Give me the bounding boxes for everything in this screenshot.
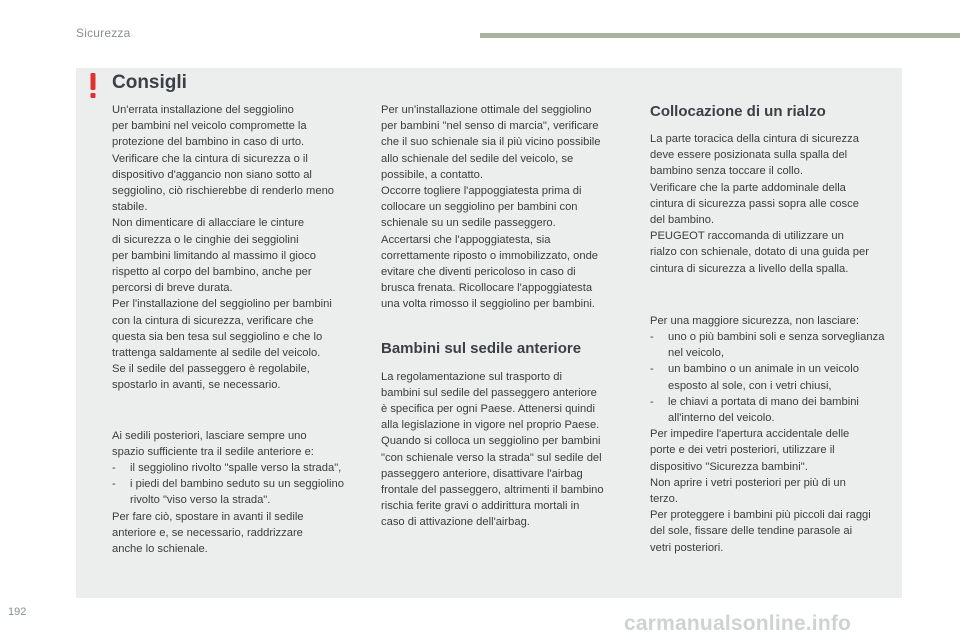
list-item-text: un bambino o un animale in un veicolo esposto al sole, con i vetri chiusi, (668, 363, 859, 392)
text-line: Per una maggiore sicurezza, non lasciare: (650, 314, 859, 327)
text-line: Non dimenticare di allacciare le cinture (112, 217, 305, 230)
text-line: Per l'installazione del seggiolino per bambini (112, 298, 332, 311)
text-line: passeggero anteriore, disattivare l'airbag (381, 467, 583, 480)
text-line: allo schienale del sedile del veicolo, se (381, 152, 574, 165)
text-line: cintura di sicurezza a livello della spalla. (650, 262, 849, 275)
text-line: Se il sedile del passeggero è regolabile, (112, 363, 310, 376)
col1-rear-seats-intro (112, 428, 362, 460)
column-right (650, 102, 896, 556)
text-line: Per fare ciò, spostare in avanti il sedile (112, 510, 304, 523)
text-line: per bambini "nel senso di marcia", verificare (381, 120, 599, 133)
list-item-text: i piedi del bambino seduto su un seggiolino rivolto "viso verso la strada". (130, 478, 344, 507)
column-middle (381, 102, 631, 531)
header-rule (480, 33, 960, 38)
text-line: terzo. (650, 493, 678, 506)
column-left (112, 102, 362, 557)
text-line: Ai sedili posteriori, lasciare sempre uno (112, 429, 307, 442)
text-line: caso di attivazione dell'airbag. (381, 516, 530, 529)
text-line: di sicurezza o le cinghie dei seggiolini (112, 233, 299, 246)
text-line: evitare che diventi pericoloso in caso di (381, 266, 576, 279)
text-line: Per un'installazione ottimale del seggiolino (381, 104, 592, 116)
text-line: protezione del bambino in caso di urto. (112, 136, 305, 149)
text-line: percorsi di breve durata. (112, 282, 233, 295)
col2-paragraph (381, 102, 631, 313)
text-line: brusca frenata. Ricollocare l'appoggiatesta (381, 282, 593, 295)
text-line: porte e dei vetri posteriori, utilizzare il (650, 444, 835, 457)
col3-booster-paragraph (650, 131, 896, 277)
text-line: frontale del passeggero, altrimenti il bambino (381, 484, 604, 497)
text-line: anche lo schienale. (112, 543, 208, 556)
text-line: rispetto al corpo del bambino, anche per (112, 266, 312, 279)
list-item-text: le chiavi a portata di mano dei bambini all'interno del veicolo. (668, 395, 859, 425)
text-line: trattenga saldamente al sedile del veicolo. (112, 347, 321, 360)
text-line: del sole, fissare delle tendine parasole ai (650, 525, 853, 538)
text-line: alla legislazione in vigore nel proprio Paese. (381, 419, 600, 432)
text-line: La regolamentazione sul trasporto di (381, 370, 562, 383)
text-line: bambini sul sedile del passeggero anteriore (381, 386, 597, 399)
watermark-text: carmanualsonline.info (624, 612, 852, 635)
col3-safety-intro (650, 313, 896, 329)
text-line: spazio sufficiente tra il sedile anteriore e: (112, 445, 314, 458)
text-line: stabile. (112, 201, 148, 214)
text-line: per bambini limitando al massimo il gioco (112, 249, 316, 262)
text-line: possibile, a contatto. (381, 168, 483, 181)
dash-bullet: - (112, 462, 116, 475)
text-line: correttamente riposto o immobilizzato, onde (381, 249, 599, 262)
list-item (112, 476, 362, 508)
warning-exclamation-icon (86, 71, 100, 99)
text-line: Un'errata installazione del seggiolino (112, 104, 294, 116)
text-line: Verificare che la parte addominale della (650, 181, 846, 194)
text-line: Accertarsi che l'appoggiatesta, sia (381, 233, 551, 246)
text-line: è specifica per ogni Paese. Attenersi quindi (381, 403, 595, 416)
col1-rear-seats-outro (112, 509, 362, 558)
text-line: che il suo schienale sia il più vicino possibile (381, 136, 601, 149)
dash-bullet: - (650, 363, 654, 376)
text-line: Quando si colloca un seggiolino per bambini (381, 435, 601, 448)
text-line: rischia ferite gravi o addirittura mortali in (381, 500, 580, 513)
text-line: cintura di sicurezza passi sopra alle cosce (650, 197, 859, 210)
text-line: La parte toracica della cintura di sicurezza (650, 133, 859, 145)
text-line: anteriore e, se necessario, raddrizzare (112, 526, 303, 539)
text-line: PEUGEOT raccomanda di utilizzare un (650, 230, 844, 243)
col3-dash-list (650, 329, 896, 426)
col2-front-seat-paragraph (381, 369, 631, 531)
text-line: Verificare che la cintura di sicurezza o il (112, 152, 308, 165)
text-line: deve essere posizionata sulla spalla del (650, 149, 848, 162)
text-line: spostarlo in avanti, se necessario. (112, 379, 281, 392)
dash-bullet: - (112, 478, 116, 491)
list-item (112, 460, 362, 476)
list-item (650, 394, 896, 426)
col1-dash-list (112, 460, 362, 509)
text-line: seggiolino, ciò rischierebbe di renderlo meno (112, 185, 335, 198)
text-line: dispositivo d'aggancio non siano sotto al (112, 168, 312, 181)
text-line: Per impedire l'apertura accidentale delle (650, 428, 850, 441)
section-label: Sicurezza (76, 26, 131, 40)
text-line: Non aprire i vetri posteriori per più di un (650, 476, 846, 489)
text-line: collocare un seggiolino per bambini con (381, 201, 578, 214)
heading-booster: Collocazione di un rialzo (650, 103, 826, 120)
text-line: rialzo con schienale, dotato di una guida per (650, 246, 869, 259)
text-line: bambino senza toccare il collo. (650, 165, 803, 178)
list-item (650, 329, 896, 361)
text-line: "con schienale verso la strada" sul sedile del (381, 451, 602, 464)
dash-bullet: - (650, 395, 654, 408)
text-line: del bambino. (650, 214, 715, 227)
list-item-text: uno o più bambini soli e senza sorveglianza nel veicolo, (668, 331, 885, 360)
list-item-text: il seggiolino rivolto "spalle verso la strada", (130, 462, 342, 475)
text-line: vetri posteriori. (650, 541, 724, 554)
text-line: Occorre togliere l'appoggiatesta prima di (381, 185, 582, 198)
text-line: schienale su un sedile passeggero. (381, 217, 556, 230)
panel-title: Consigli (112, 72, 187, 93)
text-line: con la cintura di sicurezza, verificare che (112, 314, 314, 327)
text-line: dispositivo "Sicurezza bambini". (650, 460, 808, 473)
page-number: 192 (8, 606, 27, 618)
dash-bullet: - (650, 331, 654, 344)
col1-paragraph (112, 102, 362, 394)
text-line: per bambini nel veicolo compromette la (112, 120, 307, 133)
text-line: una volta rimosso il seggiolino per bambini. (381, 298, 595, 311)
text-line: Per proteggere i bambini più piccoli dai raggi (650, 509, 871, 522)
text-line: questa sia ben tesa sul seggiolino e che lo (112, 330, 323, 343)
heading-front-seat: Bambini sul sedile anteriore (381, 339, 582, 357)
list-item (650, 361, 896, 393)
col3-safety-outro (650, 426, 896, 556)
